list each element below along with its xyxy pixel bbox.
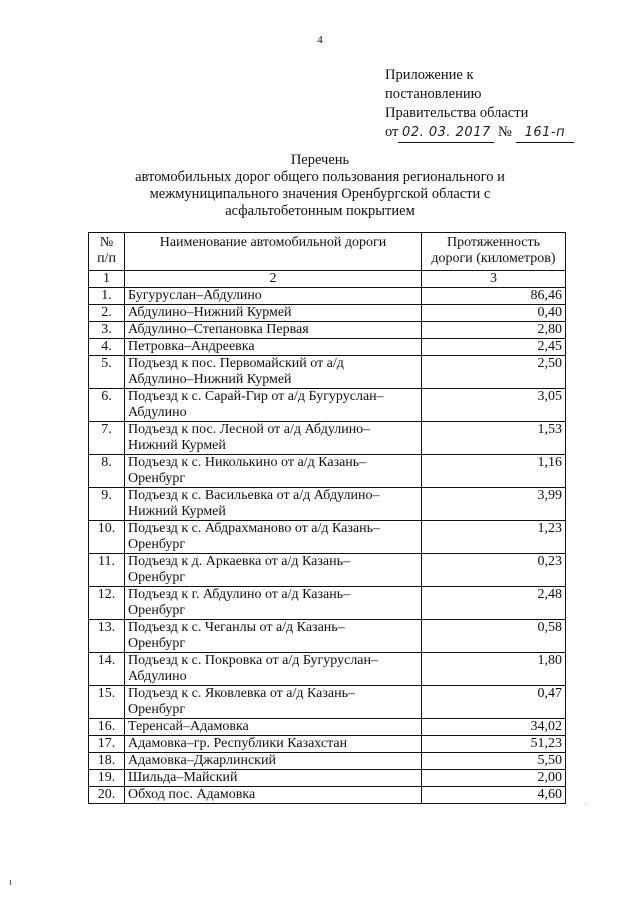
row-number: 7. <box>89 422 125 455</box>
road-name <box>125 389 422 422</box>
road-length: 0,40 <box>422 305 566 322</box>
appendix-number-label: № <box>498 124 512 140</box>
appendix-date: 02. 03. 2017 <box>398 123 494 143</box>
road-name <box>125 653 422 686</box>
table-row <box>89 787 566 804</box>
road-length: 0,47 <box>422 686 566 719</box>
road-name <box>125 305 422 322</box>
appendix-line-2: постановлению <box>385 86 482 102</box>
road-name-line: Подъезд к с. Николькино от а/д Казань– <box>128 455 367 470</box>
road-name <box>125 339 422 356</box>
road-name-line: Абдулино <box>128 669 187 684</box>
table-row <box>89 488 566 521</box>
road-length: 1,80 <box>422 653 566 686</box>
road-name-line: Бугуруслан–Абдулино <box>128 288 262 303</box>
road-length: 5,50 <box>422 753 566 770</box>
road-length: 0,58 <box>422 620 566 653</box>
road-name-line: Подъезд к пос. Лесной от а/д Абдулино– <box>128 422 371 437</box>
road-name <box>125 554 422 587</box>
row-number: 13. <box>89 620 125 653</box>
road-length: 1,16 <box>422 455 566 488</box>
road-name <box>125 770 422 787</box>
road-name-line: Подъезд к с. Васильевка от а/д Абдулино– <box>128 488 380 503</box>
table-row <box>89 322 566 339</box>
road-name-line: Подъезд к с. Абдрахманово от а/д Казань– <box>128 521 381 536</box>
road-name-line: Оренбург <box>128 537 186 552</box>
row-number: 20. <box>89 787 125 804</box>
road-length: 34,02 <box>422 719 566 736</box>
road-name <box>125 736 422 753</box>
road-name-line: Абдулино–Нижний Курмей <box>128 372 292 387</box>
table-row <box>89 736 566 753</box>
table-row <box>89 753 566 770</box>
road-length: 0,23 <box>422 554 566 587</box>
road-name <box>125 521 422 554</box>
row-number: 10. <box>89 521 125 554</box>
road-name <box>125 455 422 488</box>
table-row <box>89 389 566 422</box>
road-length: 2,45 <box>422 339 566 356</box>
road-length: 2,50 <box>422 356 566 389</box>
road-name-line: Подъезд к д. Аркаевка от а/д Казань– <box>128 554 350 569</box>
road-name-line: Подъезд к пос. Первомайский от а/д <box>128 356 344 371</box>
title-line-2: автомобильных дорог общего пользования регионального и <box>135 169 505 185</box>
road-name-line: Оренбург <box>128 471 186 486</box>
row-number: 9. <box>89 488 125 521</box>
road-name-line: Теренсай–Адамовка <box>128 719 249 734</box>
row-number: 3. <box>89 322 125 339</box>
title-line-1: Перечень <box>290 152 350 168</box>
header-length-line-1: Протяженность <box>446 235 541 250</box>
appendix-line-3: Правительства области <box>385 105 529 121</box>
column-index: 3 <box>422 271 566 288</box>
row-number: 19. <box>89 770 125 787</box>
road-name-line: Петровка–Андреевка <box>128 339 255 354</box>
document-title <box>0 152 640 220</box>
header-road-name: Наименование автомобильной дороги <box>125 233 422 271</box>
scan-dot <box>585 803 586 804</box>
table-row <box>89 554 566 587</box>
title-line-3: межмуниципального значения Оренбургской области с <box>149 186 491 202</box>
row-number: 18. <box>89 753 125 770</box>
road-length: 2,48 <box>422 587 566 620</box>
appendix-date-line <box>385 123 574 143</box>
table-header-row <box>89 233 566 271</box>
road-name-line: Абдулино–Нижний Курмей <box>128 305 292 320</box>
table-row <box>89 653 566 686</box>
table-row <box>89 620 566 653</box>
row-number: 1. <box>89 288 125 305</box>
roads-table-body <box>89 288 566 804</box>
row-number: 2. <box>89 305 125 322</box>
road-name-line: Подъезд к с. Сарай-Гир от а/д Бугуруслан– <box>128 389 384 404</box>
page-number: 4 <box>317 34 323 46</box>
row-number: 17. <box>89 736 125 753</box>
table-row <box>89 521 566 554</box>
road-length: 3,05 <box>422 389 566 422</box>
road-length: 4,60 <box>422 787 566 804</box>
road-name-line: Подъезд к с. Чеганлы от а/д Казань– <box>128 620 345 635</box>
table-row <box>89 288 566 305</box>
header-road-length <box>422 233 566 271</box>
road-name-line: Обход пос. Адамовка <box>128 787 256 802</box>
table-row <box>89 770 566 787</box>
road-name-line: Оренбург <box>128 702 186 717</box>
road-name <box>125 620 422 653</box>
road-name-line: Шильда–Майский <box>128 770 238 785</box>
scan-mark <box>10 880 11 885</box>
road-name <box>125 719 422 736</box>
table-row <box>89 587 566 620</box>
table-row <box>89 686 566 719</box>
road-length: 51,23 <box>422 736 566 753</box>
appendix-line-1: Приложение к <box>385 67 474 83</box>
road-name-line: Подъезд к с. Яковлевка от а/д Казань– <box>128 686 355 701</box>
title-line-4: асфальтобетонным покрытием <box>225 203 415 219</box>
road-name-line: Оренбург <box>128 636 186 651</box>
road-name <box>125 686 422 719</box>
appendix-block <box>385 66 574 143</box>
column-index: 2 <box>125 271 422 288</box>
row-number: 4. <box>89 339 125 356</box>
road-length: 1,23 <box>422 521 566 554</box>
row-number: 8. <box>89 455 125 488</box>
road-name-line: Оренбург <box>128 603 186 618</box>
road-name-line: Абдулино–Степановка Первая <box>128 322 309 337</box>
road-name-line: Нижний Курмей <box>128 504 226 519</box>
road-name <box>125 422 422 455</box>
road-length: 86,46 <box>422 288 566 305</box>
road-name-line: Подъезд к г. Абдулино от а/д Казань– <box>128 587 351 602</box>
row-number: 6. <box>89 389 125 422</box>
row-number: 15. <box>89 686 125 719</box>
table-row <box>89 422 566 455</box>
road-name-line: Абдулино <box>128 405 187 420</box>
road-name-line: Подъезд к с. Покровка от а/д Бугуруслан– <box>128 653 379 668</box>
column-index-row <box>89 271 566 288</box>
table-row <box>89 455 566 488</box>
road-name <box>125 288 422 305</box>
table-row <box>89 356 566 389</box>
table-row <box>89 719 566 736</box>
road-length: 3,99 <box>422 488 566 521</box>
appendix-from-label: от <box>385 124 399 140</box>
row-number: 14. <box>89 653 125 686</box>
header-number-line-2: п/п <box>97 251 116 266</box>
row-number: 12. <box>89 587 125 620</box>
road-name-line: Адамовка–Джарлинский <box>128 753 276 768</box>
road-name <box>125 587 422 620</box>
road-name <box>125 753 422 770</box>
road-name-line: Оренбург <box>128 570 186 585</box>
road-name <box>125 488 422 521</box>
header-number <box>89 233 125 271</box>
table-row <box>89 305 566 322</box>
road-name <box>125 356 422 389</box>
road-length: 1,53 <box>422 422 566 455</box>
column-index: 1 <box>89 271 125 288</box>
roads-table <box>88 232 566 804</box>
road-length: 2,80 <box>422 322 566 339</box>
row-number: 16. <box>89 719 125 736</box>
road-name-line: Нижний Курмей <box>128 438 226 453</box>
header-number-line-1: № <box>99 235 114 250</box>
row-number: 5. <box>89 356 125 389</box>
road-length: 2,00 <box>422 770 566 787</box>
road-name <box>125 322 422 339</box>
row-number: 11. <box>89 554 125 587</box>
appendix-number: 161-п <box>516 123 574 143</box>
table-row <box>89 339 566 356</box>
road-name-line: Адамовка–гр. Республики Казахстан <box>128 736 348 751</box>
header-length-line-2: дороги (километров) <box>431 251 556 266</box>
road-name <box>125 787 422 804</box>
